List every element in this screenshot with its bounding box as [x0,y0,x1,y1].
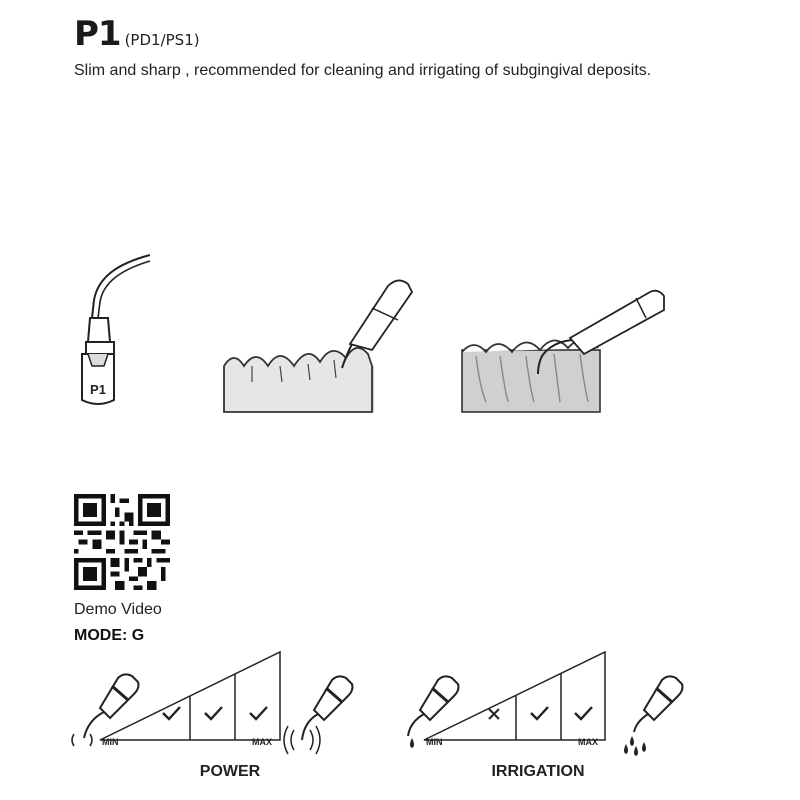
vibration-min-icon [72,734,92,746]
demo-video-label: Demo Video [74,601,162,618]
handpiece-icon [634,676,683,732]
power-max-label: MAX [252,737,272,747]
tip-label: P1 [90,382,106,397]
settings-scales [60,648,760,788]
irrigation-scale [408,652,683,780]
model-name: P1 [74,14,121,54]
water-drops-max-icon [624,736,646,756]
power-title: POWER [199,763,261,780]
irrigation-title: IRRIGATION [491,763,585,780]
power-min-label: MIN [102,737,119,747]
qr-code[interactable] [74,494,170,590]
title-row [74,14,200,54]
water-drop-min-icon [410,738,414,748]
power-scale [72,652,353,780]
description: Slim and sharp , recommended for cleaning and irrigating of subgingival deposits. [74,62,652,79]
teeth-illustration-2 [460,278,666,418]
teeth-illustration-1 [222,278,414,418]
irrigation-max-label: MAX [578,737,598,747]
mode-label: MODE: G [74,627,145,644]
tip-illustration [76,250,156,410]
irrigation-min-label: MIN [426,737,443,747]
model-aliases: (PD1/PS1) [124,31,200,49]
